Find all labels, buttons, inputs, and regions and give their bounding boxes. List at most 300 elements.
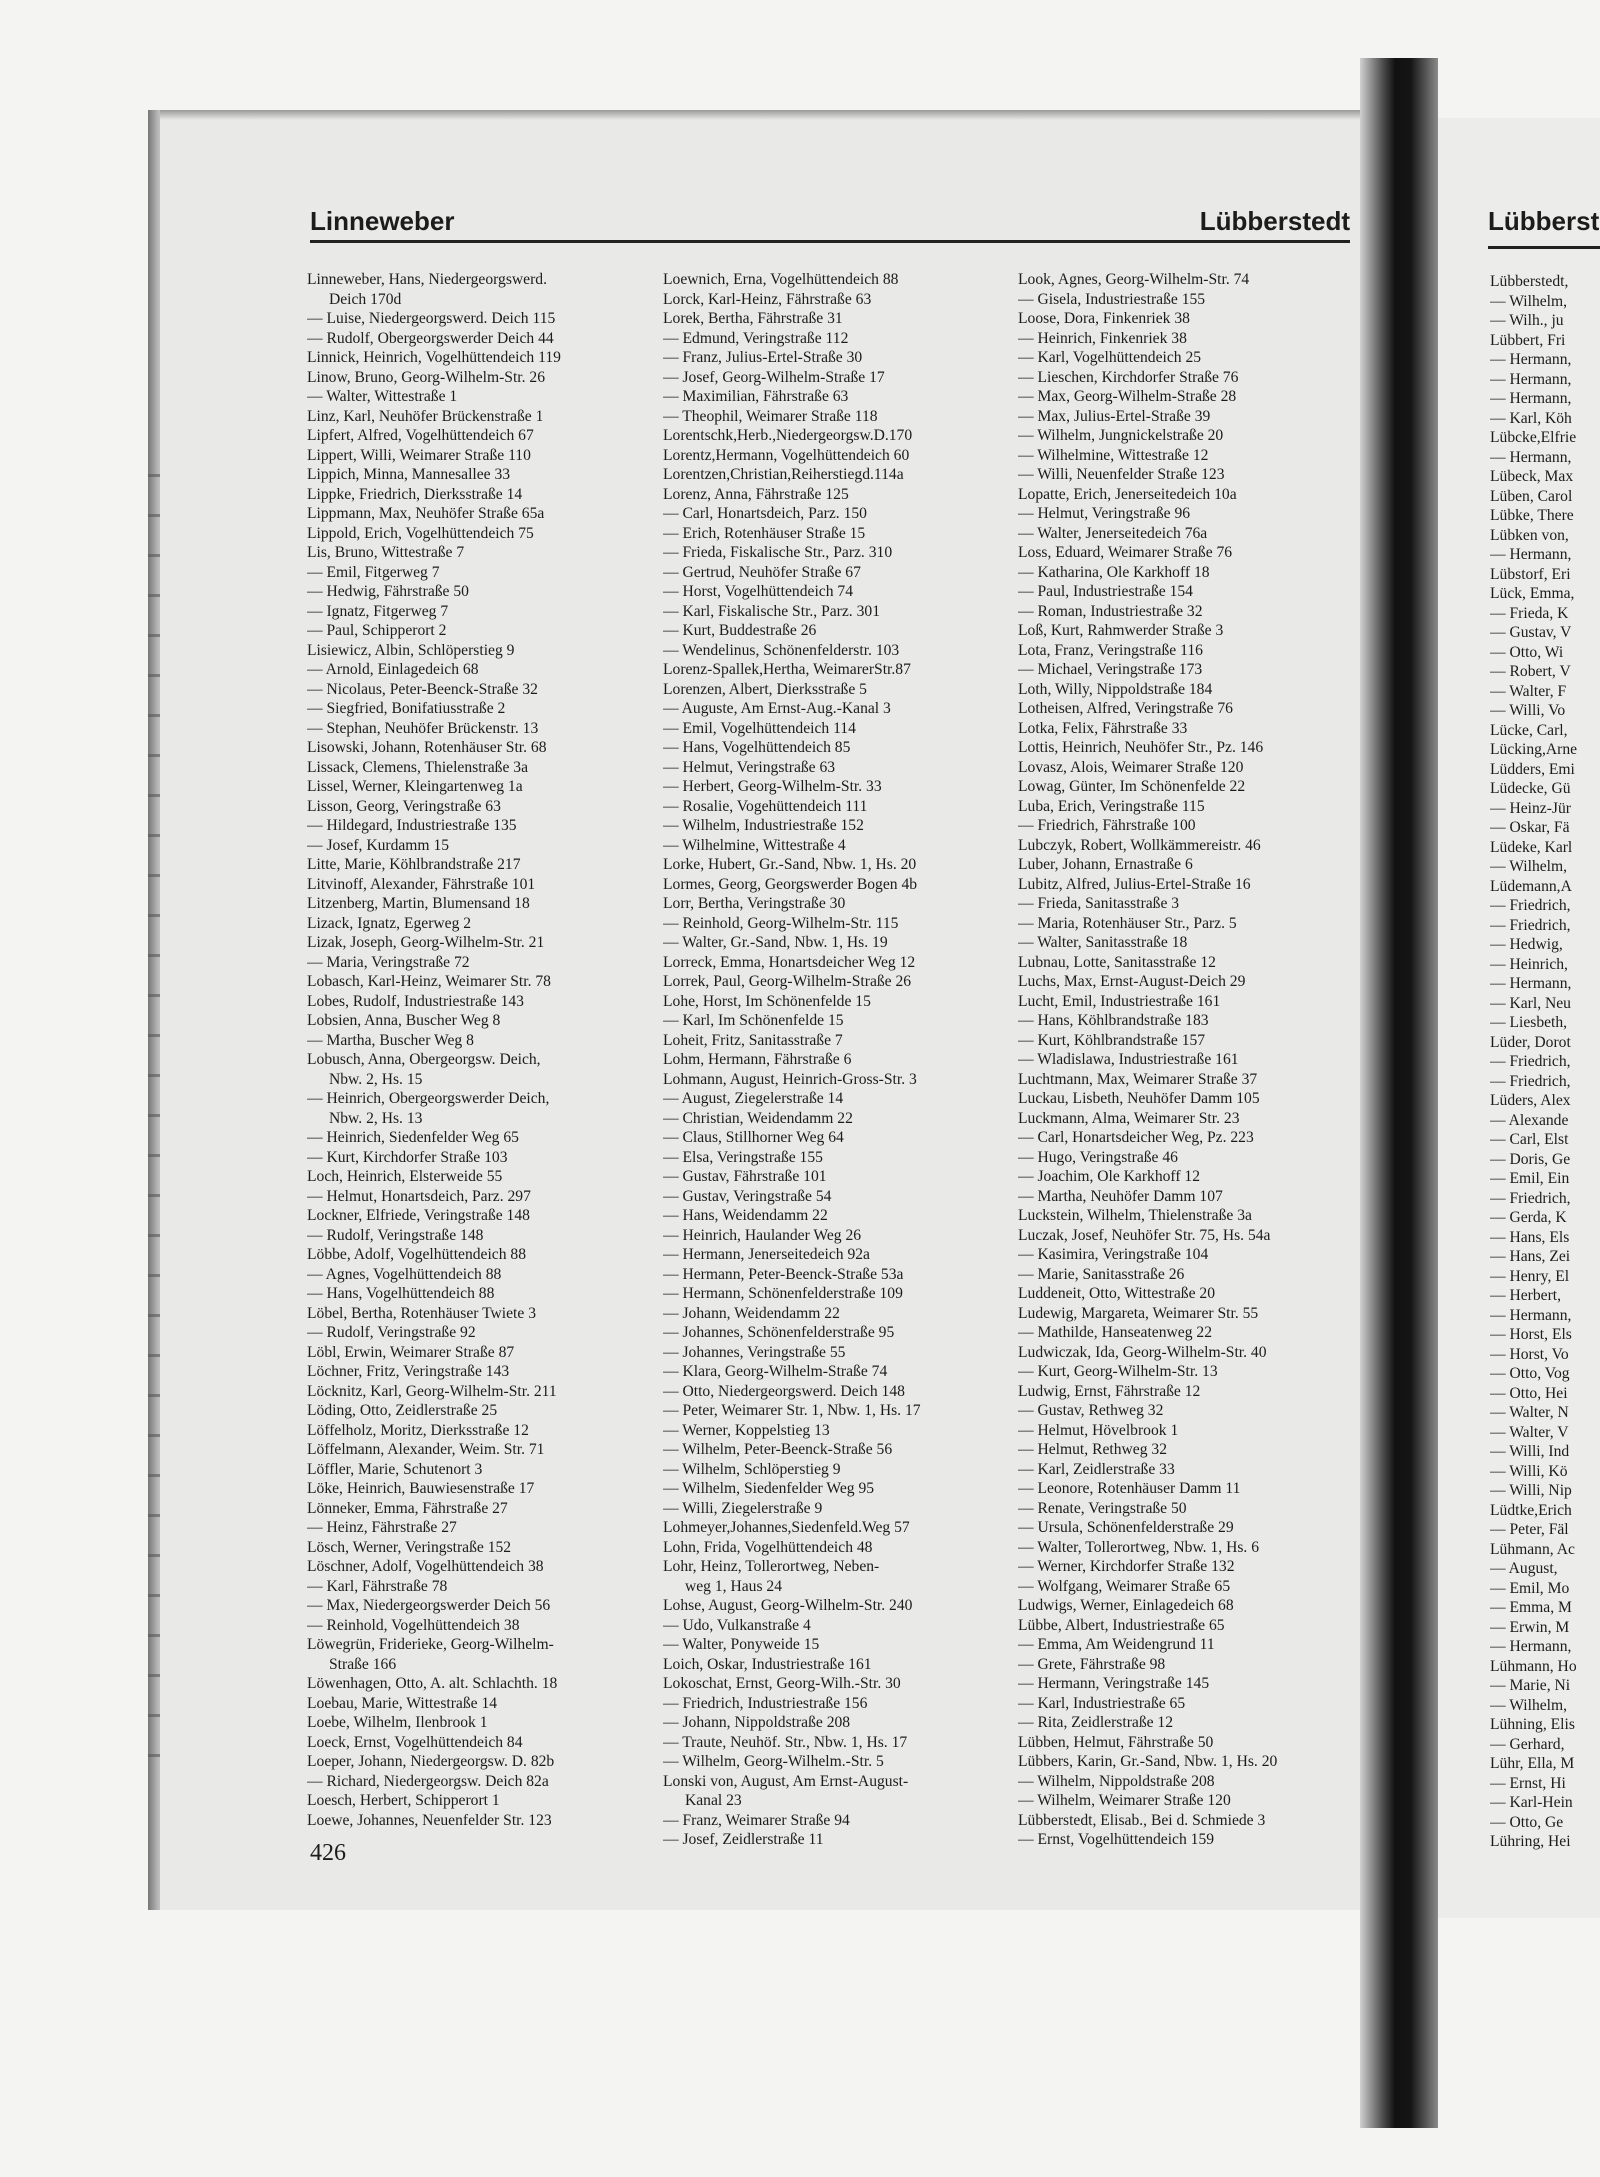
directory-entry: Lowag, Günter, Im Schönenfelde 22 — [1018, 778, 1246, 795]
right-page-entry: Lüben, Carol — [1490, 487, 1573, 505]
directory-entry: — Heinrich, Siedenfelder Weg 65 — [307, 1129, 519, 1146]
directory-entry: Ludwiczak, Ida, Georg-Wilhelm-Str. 40 — [1018, 1343, 1267, 1361]
directory-entry: Lis, Bruno, Wittestraße 7 — [307, 544, 465, 561]
directory-entry: — Renate, Veringstraße 50 — [1018, 1499, 1187, 1517]
directory-entry: Lopatte, Erich, Jenerseitedeich 10a — [1018, 485, 1237, 503]
directory-entry: — Wilhelm, Weimarer Straße 120 — [1018, 1792, 1231, 1809]
directory-entry: Loß, Kurt, Rahmwerder Straße 3 — [1018, 622, 1224, 639]
directory-entry: Loeck, Ernst, Vogelhüttendeich 84 — [307, 1733, 523, 1751]
right-page-entry: — Otto, Ge — [1490, 1813, 1564, 1831]
header-left-word: Linneweber — [310, 206, 455, 236]
directory-entry: Loesch, Herbert, Schipperort 1 — [307, 1792, 500, 1809]
directory-entry: Lübben, Helmut, Fährstraße 50 — [1018, 1733, 1214, 1751]
right-page-entry: — Friedrich, — [1490, 1072, 1571, 1090]
directory-entry: Lucht, Emil, Industriestraße 161 — [1018, 992, 1221, 1010]
right-page-entry: Lühning, Elis — [1490, 1716, 1575, 1733]
directory-entry: — Karl, Industriestraße 65 — [1018, 1694, 1186, 1712]
directory-entry: Lissack, Clemens, Thielenstraße 3a — [307, 758, 528, 776]
directory-column-2 — [663, 270, 1003, 1850]
right-page-entry: — Hans, Els — [1490, 1228, 1570, 1246]
directory-entry: — Kurt, Köhlbrandstraße 157 — [1018, 1031, 1206, 1049]
right-page-entry: — Willi, Nip — [1490, 1482, 1572, 1499]
right-page-entry: — Otto, Wi — [1490, 643, 1564, 661]
directory-entry: — Maximilian, Fährstraße 63 — [663, 388, 849, 405]
directory-entry-continuation: Deich 170d — [329, 290, 402, 308]
right-page-entry: — Wilh., ju — [1490, 312, 1564, 329]
directory-entry: — Hans, Weidendamm 22 — [663, 1207, 828, 1224]
right-page-entry: — Emil, Ein — [1490, 1170, 1570, 1187]
directory-entry: — Peter, Weimarer Str. 1, Nbw. 1, Hs. 17 — [663, 1402, 921, 1419]
directory-entry: Lippich, Minna, Mannesallee 33 — [307, 466, 511, 483]
right-page-entry: — Doris, Ge — [1490, 1150, 1571, 1168]
right-page-entry: — Emil, Mo — [1490, 1579, 1570, 1597]
directory-entry: — Rudolf, Veringstraße 148 — [307, 1226, 484, 1244]
directory-entry: Lubnau, Lotte, Sanitasstraße 12 — [1018, 953, 1216, 971]
directory-entry: Lorreck, Emma, Honartsdeicher Weg 12 — [663, 953, 916, 971]
directory-entry: — Maria, Rotenhäuser Str., Parz. 5 — [1018, 914, 1237, 932]
right-page-entry: Lücking,Arne — [1490, 741, 1578, 758]
directory-entry: — Hans, Köhlbrandstraße 183 — [1018, 1012, 1209, 1029]
directory-entry: — Karl, Fiskalische Str., Parz. 301 — [663, 602, 880, 620]
directory-entry: — Werner, Kirchdorfer Straße 132 — [1018, 1558, 1235, 1575]
directory-entry: — Reinhold, Georg-Wilhelm-Str. 115 — [663, 914, 899, 932]
directory-entry: Luber, Johann, Ernastraße 6 — [1018, 856, 1193, 873]
right-page-entry: Lüdtke,Erich — [1490, 1501, 1572, 1519]
directory-entry: — Maria, Veringstraße 72 — [307, 953, 470, 971]
directory-entry: Lohm, Hermann, Fährstraße 6 — [663, 1051, 852, 1068]
directory-entry: — Hermann, Schönenfelderstraße 109 — [663, 1285, 903, 1302]
right-page-entry: — Hermann, — [1490, 448, 1572, 466]
right-page-entry: — Wilhelm, — [1490, 858, 1568, 875]
right-page-entry: — Carl, Elst — [1490, 1131, 1569, 1148]
right-page-entry: — Hermann, — [1490, 975, 1572, 992]
directory-entry: — Hugo, Veringstraße 46 — [1018, 1148, 1178, 1166]
directory-entry: Lohse, August, Georg-Wilhelm-Str. 240 — [663, 1597, 913, 1614]
directory-entry: Lohn, Frida, Vogelhüttendeich 48 — [663, 1538, 873, 1556]
header-right-word: Lübberstedt — [1199, 206, 1350, 236]
directory-entry: — Friedrich, Industriestraße 156 — [663, 1694, 868, 1712]
directory-entry: — Carl, Honartsdeicher Weg, Pz. 223 — [1018, 1129, 1254, 1146]
directory-entry: — Carl, Honartsdeich, Parz. 150 — [663, 505, 867, 522]
directory-entry: Linow, Bruno, Georg-Wilhelm-Str. 26 — [307, 368, 546, 386]
directory-entry: Luckau, Lisbeth, Neuhöfer Damm 105 — [1018, 1090, 1260, 1107]
directory-column-3 — [1018, 270, 1353, 1850]
directory-entry: Lissel, Werner, Kleingartenweg 1a — [307, 778, 523, 795]
directory-entry: — Heinz, Fährstraße 27 — [307, 1519, 457, 1536]
right-page-entry: Lühmann, Ac — [1490, 1540, 1575, 1558]
directory-entry: — Traute, Neuhöf. Str., Nbw. 1, Hs. 17 — [663, 1733, 908, 1751]
page-top-shadow — [160, 110, 1420, 120]
directory-entry: — Karl, Zeidlerstraße 33 — [1018, 1460, 1175, 1478]
right-page-entry: — Robert, V — [1490, 663, 1571, 680]
directory-entry: Ludwigs, Werner, Einlagedeich 68 — [1018, 1597, 1234, 1614]
directory-entry: Lockner, Elfriede, Veringstraße 148 — [307, 1207, 530, 1224]
directory-entry: Lotka, Felix, Fährstraße 33 — [1018, 719, 1188, 737]
directory-entry: Lippert, Willi, Weimarer Straße 110 — [307, 446, 531, 464]
directory-entry: Löwegrün, Friderieke, Georg-Wilhelm- — [307, 1636, 554, 1653]
right-page-entry: — Friedrich, — [1490, 916, 1571, 934]
directory-entry: Lisiewicz, Albin, Schlöperstieg 9 — [307, 641, 515, 659]
right-page-entry: Lübke, There — [1490, 507, 1574, 524]
directory-entry: — Joachim, Ole Karkhoff 12 — [1018, 1168, 1201, 1185]
right-page-entry: — Peter, Fäl — [1490, 1521, 1569, 1538]
directory-entry: Löke, Heinrich, Bauwiesenstraße 17 — [307, 1480, 535, 1497]
directory-entry: — Wilhelm, Nippoldstraße 208 — [1018, 1772, 1215, 1790]
right-page-entry: Lübberstedt, — [1490, 273, 1569, 290]
directory-entry-continuation: weg 1, Haus 24 — [685, 1577, 783, 1595]
directory-entry: Lubitz, Alfred, Julius-Ertel-Straße 16 — [1018, 875, 1251, 893]
directory-entry: — Hans, Vogelhüttendeich 88 — [307, 1285, 495, 1302]
directory-entry: — Hildegard, Industriestraße 135 — [307, 817, 517, 834]
right-page-entry: — Hans, Zei — [1490, 1248, 1571, 1265]
directory-entry: Löffelmann, Alexander, Weim. Str. 71 — [307, 1441, 545, 1458]
directory-entry: — Johann, Nippoldstraße 208 — [663, 1714, 851, 1731]
right-page-entry: — Heinz-Jür — [1490, 799, 1571, 817]
directory-entry: Lubczyk, Robert, Wollkämmereistr. 46 — [1018, 836, 1261, 854]
directory-entry: — Frieda, Fiskalische Str., Parz. 310 — [663, 544, 893, 561]
directory-entry: — Gustav, Rethweg 32 — [1018, 1402, 1164, 1419]
right-page-entry: — Hermann, — [1490, 390, 1572, 407]
directory-entry: Lobsien, Anna, Buscher Weg 8 — [307, 1012, 501, 1029]
right-page-entry: — Gustav, V — [1490, 624, 1572, 641]
directory-entry: — Gustav, Veringstraße 54 — [663, 1187, 832, 1205]
directory-entry: Loebau, Marie, Wittestraße 14 — [307, 1694, 498, 1712]
directory-entry: Lizak, Joseph, Georg-Wilhelm-Str. 21 — [307, 934, 545, 951]
directory-column-1 — [307, 270, 647, 1830]
directory-entry: — Helmut, Veringstraße 63 — [663, 758, 836, 776]
directory-entry: Lotheisen, Alfred, Veringstraße 76 — [1018, 700, 1233, 717]
right-page-entry: — Otto, Hei — [1490, 1384, 1568, 1402]
directory-entry: Lohmeyer,Johannes,Siedenfeld.Weg 57 — [663, 1519, 910, 1536]
directory-entry: — Karl, Vogelhüttendeich 25 — [1018, 349, 1202, 366]
right-page-entry: Lühmann, Ho — [1490, 1657, 1577, 1675]
directory-entry: Lottis, Heinrich, Neuhöfer Str., Pz. 146 — [1018, 739, 1264, 756]
directory-entry: Loose, Dora, Finkenriek 38 — [1018, 310, 1190, 327]
directory-entry: — Christian, Weidendamm 22 — [663, 1109, 853, 1127]
header-rule — [310, 240, 1350, 243]
directory-entry: — Mathilde, Hanseatenweg 22 — [1018, 1324, 1213, 1341]
directory-entry: — Willi, Neuenfelder Straße 123 — [1018, 466, 1225, 483]
directory-entry: — Karl, Im Schönenfelde 15 — [663, 1012, 844, 1029]
right-page-entry: — Willi, Kö — [1490, 1462, 1568, 1480]
directory-entry: Lipfert, Alfred, Vogelhüttendeich 67 — [307, 427, 534, 444]
directory-entry: — Roman, Industriestraße 32 — [1018, 602, 1203, 620]
directory-entry: Lota, Franz, Veringstraße 116 — [1018, 641, 1203, 659]
directory-entry: Loewe, Johannes, Neuenfelder Str. 123 — [307, 1811, 552, 1829]
directory-entry: Lovasz, Alois, Weimarer Straße 120 — [1018, 758, 1244, 776]
directory-entry: — Katharina, Ole Karkhoff 18 — [1018, 563, 1210, 581]
right-page-entry: — Gerda, K — [1490, 1209, 1567, 1226]
directory-entry: — Max, Georg-Wilhelm-Straße 28 — [1018, 388, 1237, 405]
directory-entry: Lisowski, Johann, Rotenhäuser Str. 68 — [307, 739, 547, 756]
directory-entry: Löbel, Bertha, Rotenhäuser Twiete 3 — [307, 1304, 536, 1322]
directory-entry: — Theophil, Weimarer Straße 118 — [663, 407, 878, 425]
directory-entry: Lohe, Horst, Im Schönenfelde 15 — [663, 992, 871, 1010]
right-page-entry: — Ernst, Hi — [1490, 1774, 1566, 1792]
page-number: 426 — [310, 1840, 346, 1866]
directory-entry: — Gisela, Industriestraße 155 — [1018, 290, 1206, 308]
right-page-entry: — Hermann, — [1490, 546, 1572, 563]
directory-entry: — Grete, Fährstraße 98 — [1018, 1655, 1166, 1673]
directory-entry: Lippmann, Max, Neuhöfer Straße 65a — [307, 505, 545, 522]
directory-entry: Lorenz, Anna, Fährstraße 125 — [663, 485, 849, 503]
right-page-entry: Lühring, Hei — [1490, 1833, 1571, 1850]
directory-entry: Lorck, Karl-Heinz, Fährstraße 63 — [663, 290, 872, 308]
directory-entry: Löbl, Erwin, Weimarer Straße 87 — [307, 1343, 515, 1361]
running-header — [310, 200, 1350, 240]
directory-entry: — Helmut, Veringstraße 96 — [1018, 505, 1191, 522]
directory-entry: Lokoschat, Ernst, Georg-Wilh.-Str. 30 — [663, 1675, 901, 1692]
directory-entry: — Siegfried, Bonifatiusstraße 2 — [307, 700, 506, 717]
right-page-header-rule — [1488, 246, 1600, 249]
directory-entry: — Max, Niedergeorgswerder Deich 56 — [307, 1597, 551, 1614]
directory-entry: — Walter, Gr.-Sand, Nbw. 1, Hs. 19 — [663, 934, 888, 951]
directory-entry: — Heinrich, Haulander Weg 26 — [663, 1226, 862, 1244]
directory-entry: — Luise, Niedergeorgswerd. Deich 115 — [307, 310, 556, 327]
directory-entry: — Helmut, Rethweg 32 — [1018, 1441, 1167, 1458]
directory-entry: — Auguste, Am Ernst-Aug.-Kanal 3 — [663, 700, 891, 717]
directory-entry: — Willi, Ziegelerstraße 9 — [663, 1499, 823, 1517]
directory-entry: — Hedwig, Fährstraße 50 — [307, 583, 469, 600]
directory-entry: — Karl, Fährstraße 78 — [307, 1577, 448, 1595]
right-page-entry: — Wilhelm, — [1490, 1696, 1568, 1714]
right-page-entry: — Heinrich, — [1490, 955, 1568, 973]
right-page-entry: — Hermann, — [1490, 1638, 1572, 1655]
directory-entry: — Arnold, Einlagedeich 68 — [307, 661, 479, 678]
right-page-entry: — Walter, V — [1490, 1423, 1569, 1441]
right-page-entry: Lück, Emma, — [1490, 585, 1575, 602]
directory-entry: — Leonore, Rotenhäuser Damm 11 — [1018, 1480, 1241, 1497]
directory-entry: — Nicolaus, Peter-Beenck-Straße 32 — [307, 680, 538, 698]
directory-entry: — Franz, Julius-Ertel-Straße 30 — [663, 349, 863, 366]
directory-entry-continuation: Kanal 23 — [685, 1792, 742, 1809]
directory-entry: — Wilhelm, Peter-Beenck-Straße 56 — [663, 1441, 893, 1458]
directory-entry: Loth, Willy, Nippoldstraße 184 — [1018, 680, 1213, 698]
directory-entry: Lippke, Friedrich, Dierksstraße 14 — [307, 485, 523, 503]
directory-entry: Lorke, Hubert, Gr.-Sand, Nbw. 1, Hs. 20 — [663, 856, 917, 873]
directory-entry: — Emil, Fitgerweg 7 — [307, 563, 440, 581]
directory-entry: — Josef, Kurdamm 15 — [307, 836, 450, 854]
directory-entry: Luckstein, Wilhelm, Thielenstraße 3a — [1018, 1207, 1252, 1224]
directory-entry: — Erich, Rotenhäuser Straße 15 — [663, 524, 866, 542]
directory-entry: — Udo, Vulkanstraße 4 — [663, 1616, 811, 1634]
directory-entry: — Frieda, Sanitasstraße 3 — [1018, 895, 1180, 912]
right-page-entry: Lüder, Dorot — [1490, 1033, 1571, 1051]
directory-entry-continuation: Nbw. 2, Hs. 13 — [329, 1109, 423, 1127]
directory-entry: — Helmut, Hövelbrook 1 — [1018, 1421, 1179, 1439]
directory-entry: Lübberstedt, Elisab., Bei d. Schmiede 3 — [1018, 1811, 1266, 1829]
right-page-entry: — Karl, Neu — [1490, 994, 1571, 1012]
right-page-entry: — Walter, F — [1490, 682, 1567, 700]
right-page-entry: Lüders, Alex — [1490, 1092, 1571, 1109]
directory-entry: Löffler, Marie, Schutenort 3 — [307, 1460, 483, 1478]
directory-entry: — Marie, Sanitasstraße 26 — [1018, 1265, 1185, 1283]
directory-entry: Luba, Erich, Veringstraße 115 — [1018, 797, 1205, 815]
directory-entry: — Edmund, Veringstraße 112 — [663, 329, 849, 347]
right-page-entry: — Friedrich, — [1490, 1053, 1571, 1070]
directory-entry: Loeper, Johann, Niedergeorgsw. D. 82b — [307, 1753, 555, 1770]
directory-entry: Linneweber, Hans, Niedergeorgswerd. — [307, 271, 547, 288]
directory-entry: Löschner, Adolf, Vogelhüttendeich 38 — [307, 1558, 544, 1575]
directory-entry: Loheit, Fritz, Sanitasstraße 7 — [663, 1031, 843, 1049]
directory-entry: — Rosalie, Vogehüttendeich 111 — [663, 797, 868, 815]
directory-entry: — Horst, Vogelhüttendeich 74 — [663, 583, 853, 600]
directory-entry: — Kasimira, Veringstraße 104 — [1018, 1246, 1209, 1263]
directory-entry: — Wilhelm, Industriestraße 152 — [663, 817, 864, 834]
directory-entry: Linnick, Heinrich, Vogelhüttendeich 119 — [307, 349, 561, 366]
right-page-entry: Lücke, Carl, — [1490, 721, 1568, 739]
directory-entry: Lorr, Bertha, Veringstraße 30 — [663, 895, 846, 912]
right-page-entry: — Walter, N — [1490, 1404, 1569, 1421]
right-page-entry: — Liesbeth, — [1490, 1014, 1568, 1031]
right-page-entry: — Marie, Ni — [1490, 1677, 1571, 1694]
directory-entry: — Josef, Georg-Wilhelm-Straße 17 — [663, 368, 885, 386]
right-page-entry: — Friedrich, — [1490, 897, 1571, 914]
directory-entry: Lorentzen,Christian,Reiherstiegd.114a — [663, 466, 904, 483]
directory-entry: Loss, Eduard, Weimarer Straße 76 — [1018, 544, 1233, 561]
directory-entry: Lobusch, Anna, Obergeorgsw. Deich, — [307, 1051, 541, 1068]
directory-entry: — Reinhold, Vogelhüttendeich 38 — [307, 1616, 520, 1634]
directory-entry: — Rudolf, Veringstraße 92 — [307, 1324, 476, 1341]
directory-entry: Lizack, Ignatz, Egerweg 2 — [307, 914, 472, 932]
directory-entry: Lippold, Erich, Vogelhüttendeich 75 — [307, 524, 534, 542]
directory-entry: — Heinrich, Finkenriek 38 — [1018, 329, 1187, 347]
directory-entry: Luddeneit, Otto, Wittestraße 20 — [1018, 1285, 1215, 1302]
directory-entry: — Michael, Veringstraße 173 — [1018, 661, 1203, 678]
directory-entry: — Wilhelm, Georg-Wilhelm.-Str. 5 — [663, 1753, 884, 1770]
directory-entry: — Paul, Schipperort 2 — [307, 622, 447, 639]
directory-entry: Löchner, Fritz, Veringstraße 143 — [307, 1363, 510, 1380]
directory-entry: Litvinoff, Alexander, Fährstraße 101 — [307, 875, 536, 893]
directory-entry: Lönneker, Emma, Fährstraße 27 — [307, 1499, 508, 1517]
directory-entry: — Hermann, Jenerseitedeich 92a — [663, 1246, 870, 1263]
directory-entry: — Johannes, Veringstraße 55 — [663, 1343, 846, 1361]
directory-entry: — Johannes, Schönenfelderstraße 95 — [663, 1324, 895, 1341]
right-page-entry: — Willi, Vo — [1490, 702, 1566, 719]
right-page-entry: Lübbert, Fri — [1490, 331, 1566, 349]
directory-entry: — Rita, Zeidlerstraße 12 — [1018, 1714, 1174, 1731]
directory-entry: Lorenz-Spallek,Hertha, WeimarerStr.87 — [663, 661, 911, 678]
directory-entry: — Martha, Neuhöfer Damm 107 — [1018, 1187, 1223, 1205]
directory-entry: — Lieschen, Kirchdorfer Straße 76 — [1018, 368, 1239, 386]
directory-entry: — Walter, Tollerortweg, Nbw. 1, Hs. 6 — [1018, 1538, 1260, 1556]
right-page-entry: — Hedwig, — [1490, 936, 1563, 953]
directory-entry: — Josef, Zeidlerstraße 11 — [663, 1831, 824, 1848]
directory-entry: Ludewig, Margareta, Weimarer Str. 55 — [1018, 1304, 1259, 1322]
directory-entry: Lübbers, Karin, Gr.-Sand, Nbw. 1, Hs. 20 — [1018, 1753, 1278, 1770]
directory-entry: — Johann, Weidendamm 22 — [663, 1304, 840, 1322]
right-page-header: Lübberst — [1488, 206, 1600, 236]
right-page-entry: — Hermann, — [1490, 351, 1572, 368]
directory-entry: — Walter, Jenerseitedeich 76a — [1018, 524, 1208, 542]
directory-entry: — Elsa, Veringstraße 155 — [663, 1148, 823, 1166]
right-page-entry: — Erwin, M — [1490, 1618, 1570, 1636]
right-page-entry: — Friedrich, — [1490, 1189, 1571, 1207]
directory-entry: — Kurt, Kirchdorfer Straße 103 — [307, 1148, 508, 1166]
directory-entry: — Emma, Am Weidengrund 11 — [1018, 1636, 1215, 1653]
directory-entry: — Emil, Vogelhüttendeich 114 — [663, 719, 856, 737]
right-page-entry: Lübcke,Elfrie — [1490, 429, 1577, 446]
directory-entry: — Ernst, Vogelhüttendeich 159 — [1018, 1831, 1215, 1848]
directory-entry: — Helmut, Honartsdeich, Parz. 297 — [307, 1187, 531, 1205]
directory-entry: Litte, Marie, Köhlbrandstraße 217 — [307, 856, 521, 873]
right-page-entry: — Emma, M — [1490, 1599, 1572, 1616]
directory-entry: Löcknitz, Karl, Georg-Wilhelm-Str. 211 — [307, 1382, 557, 1400]
directory-entry: Lisson, Georg, Veringstraße 63 — [307, 797, 501, 815]
directory-entry: Lobasch, Karl-Heinz, Weimarer Str. 78 — [307, 973, 551, 990]
right-page-entry: — Herbert, — [1490, 1287, 1562, 1304]
right-page-entry: — Otto, Vog — [1490, 1365, 1570, 1382]
directory-entry: — Heinrich, Obergeorgswerder Deich, — [307, 1090, 550, 1107]
right-page-entry: Lübeck, Max — [1490, 468, 1574, 485]
directory-entry: — Wladislawa, Industriestraße 161 — [1018, 1051, 1239, 1068]
directory-entry: — Paul, Industriestraße 154 — [1018, 583, 1193, 600]
right-page-entry: Lüdeke, Karl — [1490, 838, 1573, 856]
directory-entry: Löwenhagen, Otto, A. alt. Schlachth. 18 — [307, 1675, 558, 1692]
directory-entry: Luckmann, Alma, Weimarer Str. 23 — [1018, 1109, 1240, 1127]
directory-entry: Lonski von, August, Am Ernst-August- — [663, 1772, 909, 1790]
directory-entry: — Klara, Georg-Wilhelm-Straße 74 — [663, 1363, 888, 1380]
directory-entry: Luchs, Max, Ernst-August-Deich 29 — [1018, 973, 1246, 990]
right-page-entry: — Alexande — [1490, 1111, 1569, 1129]
directory-entry: Lorentschk,Herb.,Niedergeorgsw.D.170 — [663, 427, 913, 444]
directory-entry-continuation: Nbw. 2, Hs. 15 — [329, 1070, 423, 1088]
right-page-entry: — Hermann, — [1490, 370, 1572, 388]
directory-entry: — Kurt, Georg-Wilhelm-Str. 13 — [1018, 1363, 1218, 1380]
directory-entry: Luchtmann, Max, Weimarer Straße 37 — [1018, 1070, 1258, 1088]
right-page-entry: — Horst, Els — [1490, 1326, 1572, 1343]
directory-entry: — Franz, Weimarer Straße 94 — [663, 1811, 850, 1829]
directory-entry: — Stephan, Neuhöfer Brückenstr. 13 — [307, 719, 539, 737]
right-page-entry: Lübstorf, Eri — [1490, 565, 1571, 583]
directory-entry: Loewnich, Erna, Vogelhüttendeich 88 — [663, 271, 899, 288]
directory-entry: — Wilhelmine, Wittestraße 12 — [1018, 446, 1209, 464]
directory-entry: — Walter, Sanitasstraße 18 — [1018, 934, 1188, 951]
directory-entry: — Werner, Koppelstieg 13 — [663, 1421, 830, 1439]
directory-entry: Lorenzen, Albert, Dierksstraße 5 — [663, 680, 867, 698]
directory-entry: — Wolfgang, Weimarer Straße 65 — [1018, 1577, 1231, 1595]
directory-entry: — Gertrud, Neuhöfer Straße 67 — [663, 563, 861, 581]
directory-entry: Lormes, Georg, Georgswerder Bogen 4b — [663, 875, 918, 893]
directory-entry: — Ignatz, Fitgerweg 7 — [307, 602, 449, 620]
directory-entry: Lorrek, Paul, Georg-Wilhelm-Straße 26 — [663, 973, 912, 990]
directory-entry: — Claus, Stillhorner Weg 64 — [663, 1129, 844, 1146]
right-page-entry: — Gerhard, — [1490, 1735, 1565, 1753]
directory-entry: Löding, Otto, Zeidlerstraße 25 — [307, 1402, 498, 1419]
right-page-entry: — Wilhelm, — [1490, 292, 1568, 310]
directory-entry: Lorek, Bertha, Fährstraße 31 — [663, 310, 843, 327]
directory-entry: — Herbert, Georg-Wilhelm-Str. 33 — [663, 778, 882, 795]
right-page-column — [1490, 272, 1600, 1852]
directory-entry: — Ursula, Schönenfelderstraße 29 — [1018, 1519, 1234, 1536]
directory-entry: Luczak, Josef, Neuhöfer Str. 75, Hs. 54a — [1018, 1226, 1271, 1244]
directory-entry: Lösch, Werner, Veringstraße 152 — [307, 1538, 512, 1556]
right-page-entry: Lübken von, — [1490, 526, 1569, 544]
directory-entry: — Hermann, Peter-Beenck-Straße 53a — [663, 1265, 904, 1283]
directory-entry: Loch, Heinrich, Elsterweide 55 — [307, 1168, 503, 1185]
directory-entry: — Hermann, Veringstraße 145 — [1018, 1675, 1210, 1692]
right-page-entry: — Horst, Vo — [1490, 1345, 1569, 1363]
directory-entry: — Martha, Buscher Weg 8 — [307, 1031, 474, 1049]
directory-entry: Lohr, Heinz, Tollerortweg, Neben- — [663, 1558, 880, 1575]
right-page-entry: — Willi, Ind — [1490, 1443, 1570, 1460]
directory-entry: Look, Agnes, Georg-Wilhelm-Str. 74 — [1018, 271, 1250, 288]
right-page-entry: — Karl-Hein — [1490, 1794, 1573, 1811]
directory-entry-continuation: Straße 166 — [329, 1655, 397, 1673]
book-gutter — [1360, 58, 1438, 2128]
directory-entry: — Gustav, Fährstraße 101 — [663, 1168, 827, 1185]
directory-entry: Loebe, Wilhelm, Ilenbrook 1 — [307, 1714, 488, 1731]
